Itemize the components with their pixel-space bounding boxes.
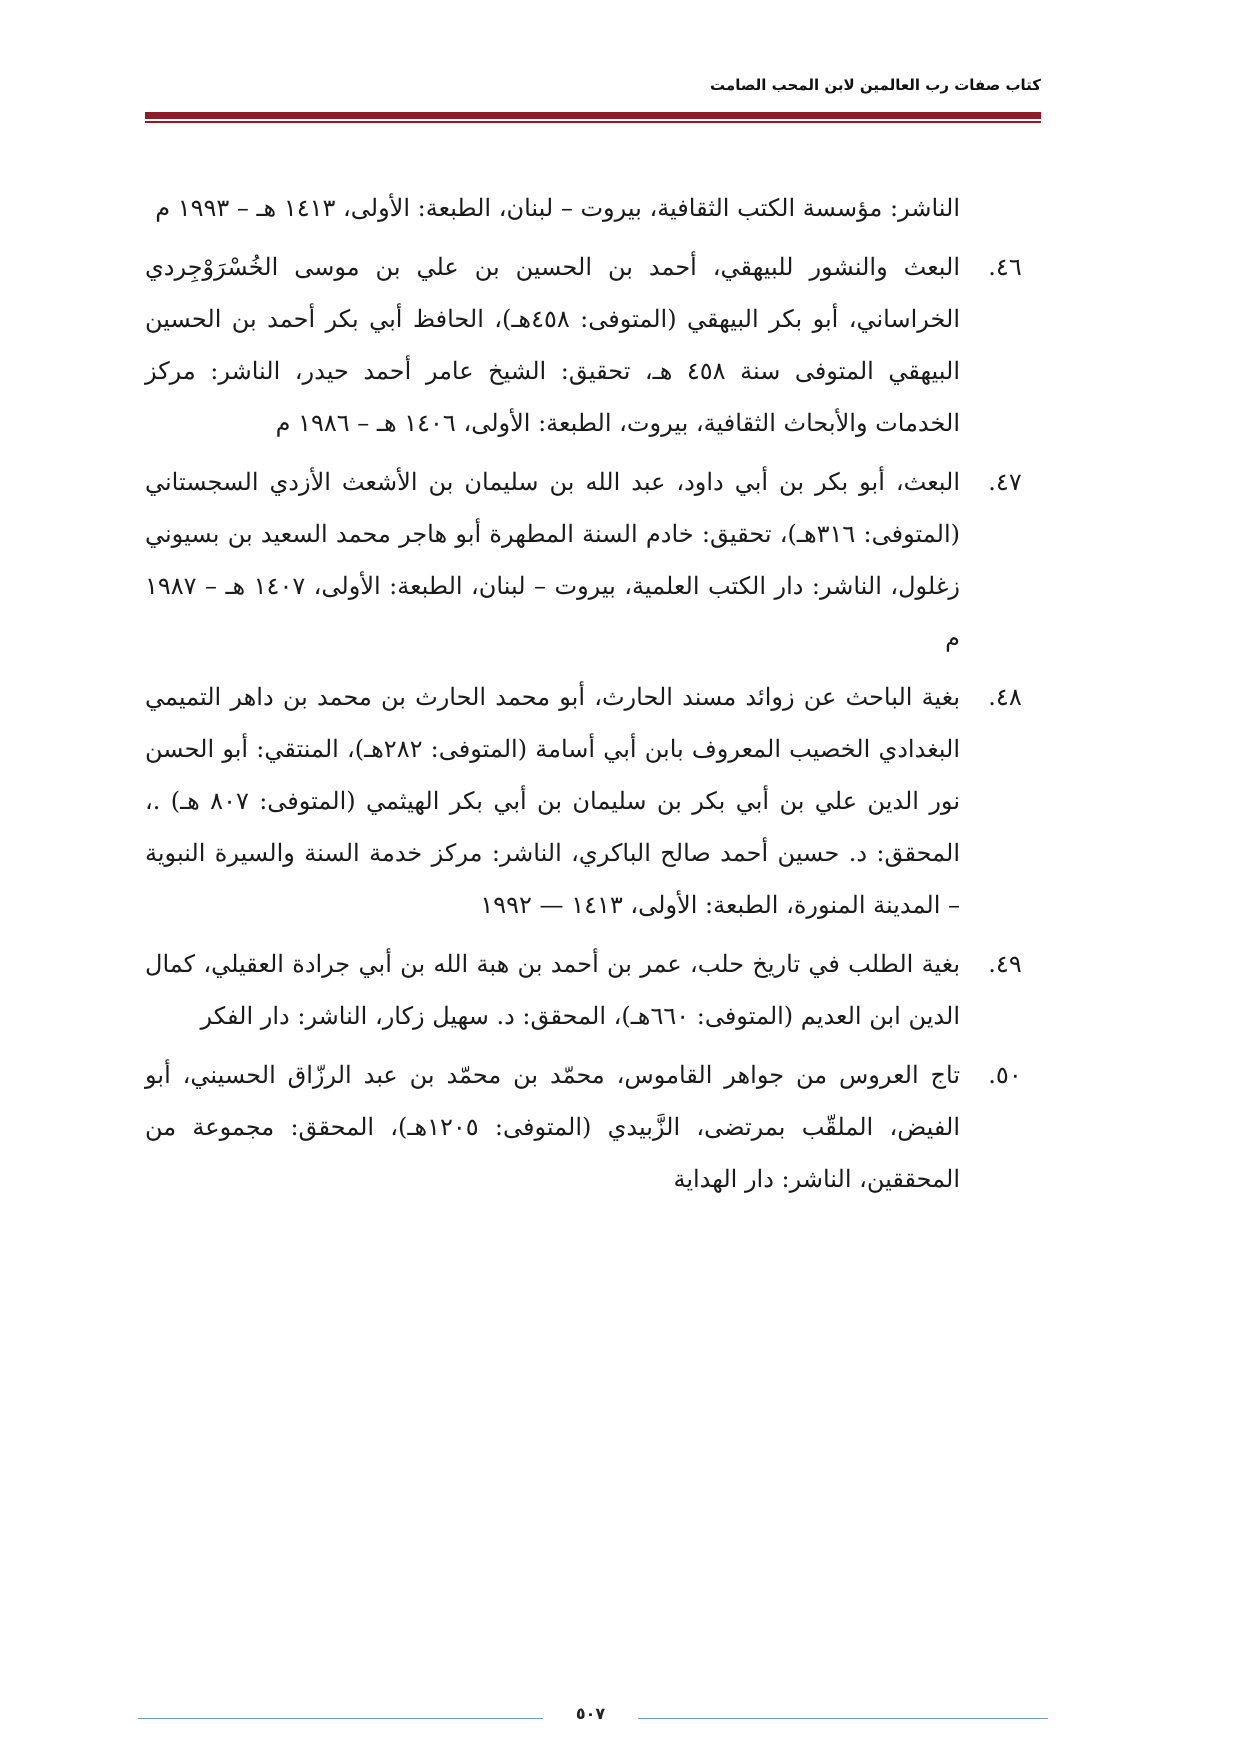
header-rule [145, 112, 1041, 119]
bibliography-entry-48 [145, 671, 1022, 931]
entry-text: تاج العروس من جواهر القاموس، محمّد بن محمّد بن عبد الرزّاق الحسيني، أبو الفيض، الملقّب بمرتضى، الزَّبيدي (المتوفى: ١٢٠٥هـ)، المحقق: مجموعة من المحققين، الناشر: دار الهداية [145, 1061, 960, 1193]
entry-number: ٤٩. [988, 950, 1022, 978]
bibliography-entry-47 [145, 456, 1022, 664]
footer-rule-right [638, 1718, 1048, 1719]
entry-number: ٥٠. [988, 1061, 1022, 1089]
entry-text: البعث والنشور للبيهقي، أحمد بن الحسين بن علي بن موسى الخُسْرَوْجِردي الخراساني، أبو بكر البيهقي (المتوفى: ٤٥٨هـ)، الحافظ أبي بكر أحمد بن الحسين البيهقي المتوفى سنة ٤٥٨ هـ، تحقيق: الشيخ عامر أحمد حيدر، الناشر: مركز الخدمات والأبحاث الثقافية، بيروت، الطبعة: الأولى، ١٤٠٦ هـ – ١٩٨٦ م [145, 253, 961, 437]
header-rule-thin [145, 121, 1041, 123]
entry-number: ٤٨. [988, 683, 1022, 711]
entry-text: بغية الطلب في تاريخ حلب، عمر بن أحمد بن هبة الله بن أبي جرادة العقيلي، كمال الدين ابن العديم (المتوفى: ٦٦٠هـ)، المحقق: د. سهيل زكار، الناشر: دار الفكر [145, 950, 961, 1030]
entry-number: ٤٦. [988, 253, 1022, 281]
page-footer [138, 1704, 1048, 1734]
bibliography-content [145, 182, 1022, 1205]
page-number: ٥٠٧ [575, 1704, 606, 1723]
bibliography-entry-50 [145, 1049, 1022, 1205]
running-header: كتاب صفات رب العالمين لابن المحب الصامت [710, 76, 1041, 94]
footer-rule-left [138, 1718, 543, 1719]
bibliography-entry-49 [145, 938, 1022, 1042]
entry-text: بغية الباحث عن زوائد مسند الحارث، أبو محمد الحارث بن محمد بن داهر التميمي البغدادي الخصيب المعروف بابن أبي أسامة (المتوفى: ٢٨٢هـ)، المنتقي: أبو الحسن نور الدين علي بن أبي بكر بن سليمان بن أبي بكر الهيثمي (المتوفى: ٨٠٧ هـ) .، المحقق: د. حسين أحمد صالح الباكري، الناشر: مركز خدمة السنة والسيرة النبوية – المدينة المنورة، الطبعة: الأولى، ١٤١٣ — ١٩٩٢ [145, 683, 960, 919]
entry-text: البعث، أبو بكر بن أبي داود، عبد الله بن سليمان بن الأشعث الأزدي السجستاني (المتوفى: ٣١٦هـ)، تحقيق: خادم السنة المطهرة أبو هاجر محمد السعيد بن بسيوني زغلول، الناشر: دار الكتب العلمية، بيروت – لبنان، الطبعة: الأولى، ١٤٠٧ هـ – ١٩٨٧ م [145, 468, 961, 652]
continued-entry: الناشر: مؤسسة الكتب الثقافية، بيروت – لبنان، الطبعة: الأولى، ١٤١٣ هـ – ١٩٩٣ م [155, 194, 960, 222]
bibliography-entry-46 [145, 241, 1022, 449]
entry-number: ٤٧. [988, 468, 1022, 496]
